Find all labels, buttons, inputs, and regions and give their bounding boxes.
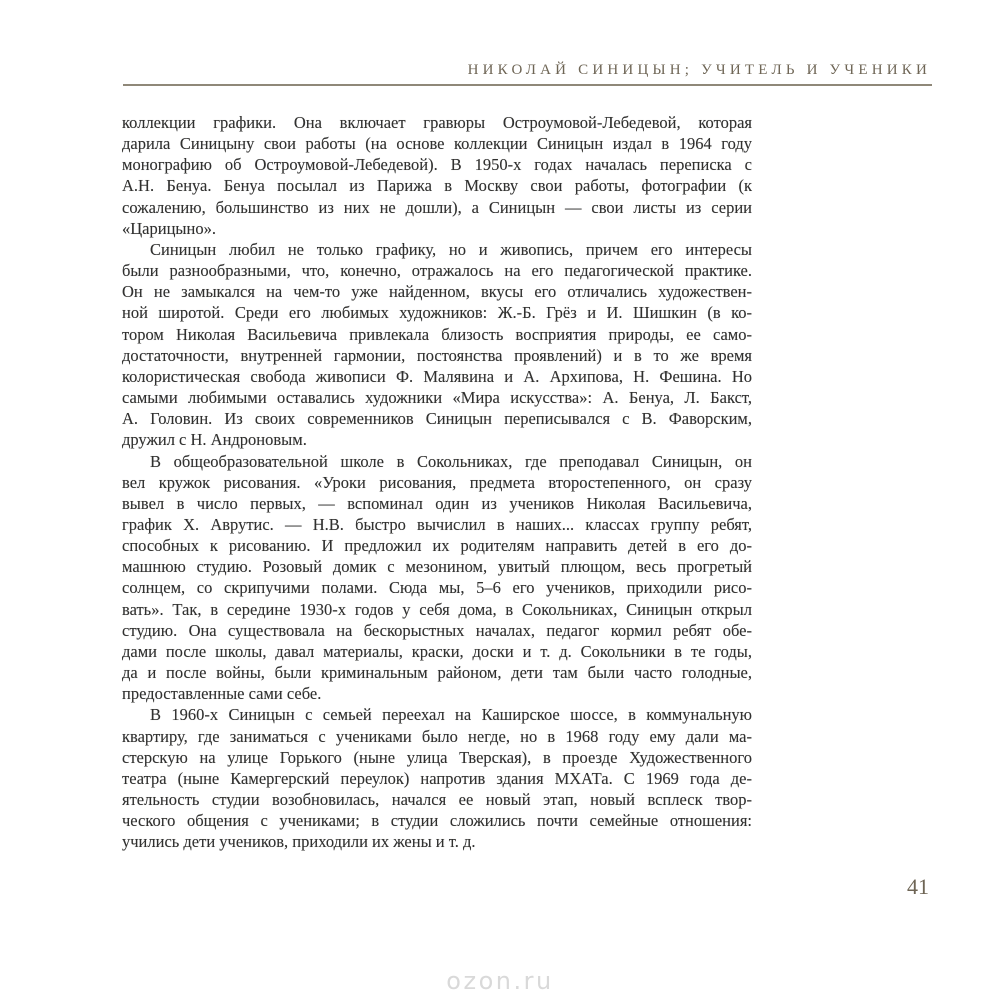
text-line: дами после школы, давал материалы, краски, доски и т. д. Сокольники в те годы, xyxy=(122,641,752,661)
paragraph xyxy=(122,239,752,451)
text-line: вать». Так, в середине 1930-х годов у себя дома, в Сокольниках, Синицын открыл xyxy=(122,599,752,619)
text-line: Он не замыкался на чем-то уже найденном, вкусы его отличались художествен- xyxy=(122,282,752,302)
text-line: ной широтой. Среди его любимых художников: Ж.-Б. Грёз и И. Шишкин (в ко- xyxy=(122,303,752,323)
text-line: способных к рисованию. И предложил их родителям направить детей в его до- xyxy=(122,536,752,556)
text-line: были разнообразными, что, конечно, отражалось на его педагогической практике. xyxy=(122,261,752,281)
text-line: монографию об Остроумовой-Лебедевой). В 1950-х годах началась переписка с xyxy=(122,155,752,175)
ozon-watermark: ozon.ru xyxy=(446,967,554,995)
text-line: коллекции графики. Она включает гравюры Остроумовой-Лебедевой, которая xyxy=(122,113,752,132)
text-line: А. Головин. Из своих современников Синицын переписывался с В. Фаворским, xyxy=(122,409,752,429)
body-text xyxy=(122,112,752,852)
text-line: «Царицыно». xyxy=(122,218,216,238)
text-line: солнцем, со скрипучими полами. Сюда мы, 5–6 его учеников, приходили рисо- xyxy=(122,578,752,598)
text-line: стерскую на улице Горького (ныне улица Тверская), в проезде Художественного xyxy=(122,747,752,767)
text-line: студию. Она существовала на бескорыстных началах, педагог кормил ребят обе- xyxy=(122,620,752,640)
text-line: график Х. Аврутис. — Н.В. быстро вычислил в наших... классах группу ребят, xyxy=(122,514,752,534)
text-line: сожалению, большинство из них не дошли), а Синицын — свои листы из серии xyxy=(122,197,752,217)
text-line: вывел в число первых, — вспоминал один из учеников Николая Васильевича, xyxy=(122,493,752,513)
header-rule xyxy=(123,84,932,86)
text-line: самыми любимыми оставались художники «Мира искусства»: А. Бенуа, Л. Бакст, xyxy=(122,388,752,408)
running-header: НИКОЛАЙ СИНИЦЫН; УЧИТЕЛЬ И УЧЕНИКИ xyxy=(467,62,931,78)
text-line: дружил с Н. Андроновым. xyxy=(122,430,307,450)
text-line: квартиру, где заниматься с учениками было негде, но в 1968 году ему дали ма- xyxy=(122,726,752,746)
text-line: В 1960-х Синицын с семьей переехал на Каширское шоссе, в коммунальную xyxy=(150,705,752,725)
text-line: театра (ныне Камергерский переулок) напротив здания МХАТа. С 1969 года де- xyxy=(122,768,752,788)
text-line: машнюю студию. Розовый домик с мезонином, увитый плющом, весь прогретый xyxy=(122,557,752,577)
page-number: 41 xyxy=(907,874,929,899)
text-line: В общеобразовательной школе в Сокольниках, где преподавал Синицын, он xyxy=(150,451,752,471)
text-line: тором Николая Васильевича привлекала близость восприятия природы, ее само- xyxy=(122,324,752,344)
text-line: Синицын любил не только графику, но и живопись, причем его интересы xyxy=(150,239,752,259)
text-line: ятельность студии возобновилась, начался ее новый этап, новый всплеск твор- xyxy=(122,790,752,809)
text-line: дарила Синицыну свои работы (на основе коллекции Синицын издал в 1964 году xyxy=(122,134,752,154)
text-line: А.Н. Бенуа. Бенуа посылал из Парижа в Москву свои работы, фотографии (к xyxy=(122,176,752,196)
text-line: учились дети учеников, приходили их жены и т. д. xyxy=(122,832,476,852)
text-line: вел кружок рисования. «Уроки рисования, предмета второстепенного, он сразу xyxy=(122,472,752,492)
paragraph xyxy=(122,704,752,852)
text-line: предоставленные сами себе. xyxy=(122,684,322,704)
text-line: колористическая свобода живописи Ф. Малявина и А. Архипова, Н. Фешина. Но xyxy=(122,366,752,386)
paragraph xyxy=(122,112,752,239)
text-line: да и после войны, были криминальным районом, дети там были часто голодные, xyxy=(122,663,752,683)
paragraph xyxy=(122,451,752,705)
text-line: ческого общения с учениками; в студии сложились почти семейные отношения: xyxy=(122,811,752,831)
text-line: достаточности, внутренней гармонии, постоянства проявлений) и в то же время xyxy=(122,345,752,365)
